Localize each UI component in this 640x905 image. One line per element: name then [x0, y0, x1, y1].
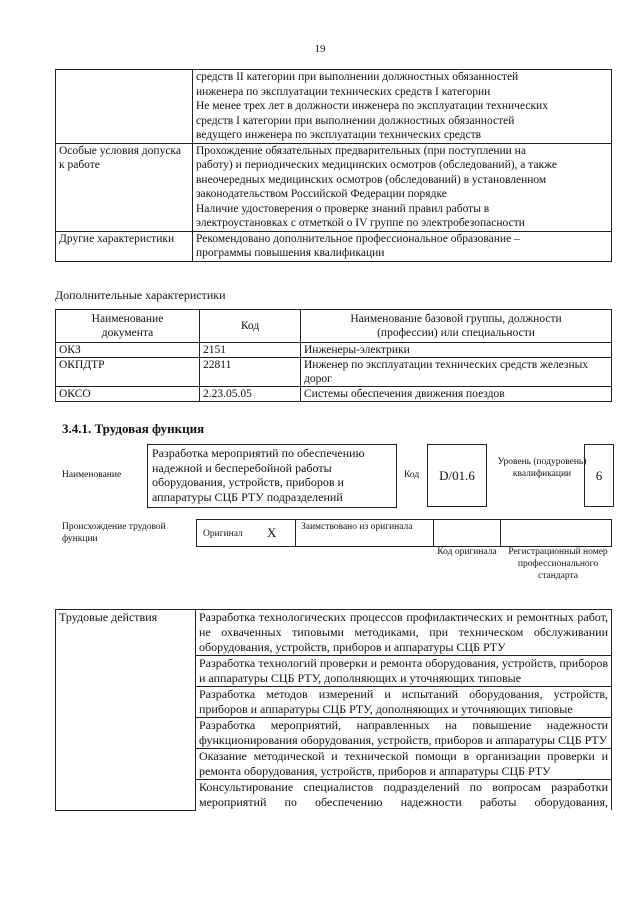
row-label: [56, 70, 193, 144]
table-row: [56, 343, 612, 358]
text-line: Рекомендовано дополнительное профессиональное образование –: [196, 232, 520, 245]
table-header-row: [56, 310, 612, 343]
labor-actions-table: [55, 609, 612, 811]
cell: Системы обеспечения движения поездов: [301, 387, 612, 402]
borrowed-label: Заимствовано из оригинала: [301, 522, 413, 532]
function-heading: 3.4.1. Трудовая функция: [62, 421, 205, 436]
text-line: Прохождение обязательных предварительных (при поступлении на: [196, 144, 526, 157]
table-row: [56, 70, 612, 144]
cell: ОКСО: [56, 387, 200, 402]
row-label: Особые условия допуска к работе: [56, 143, 193, 231]
divider: [500, 520, 501, 546]
code-caption: Код оригинала: [437, 547, 497, 557]
code-label: Код: [404, 470, 420, 480]
cell: Инженер по эксплуатации технических средств железных дорог: [301, 358, 612, 387]
action-item: Разработка мероприятий, направленных на повышение надежности функционирования оборудования, устройств, приборов и аппаратуры СЦБ РТУ: [196, 718, 612, 749]
reg-caption: Регистрационный номер профессионального стандарта: [508, 547, 608, 581]
cell: 2.23.05.05: [200, 387, 301, 402]
table-row: [56, 610, 612, 656]
text-line: средств I категории при выполнении должностных обязанностей: [196, 114, 515, 127]
origin-boxes: [196, 519, 612, 547]
name-label: Наименование: [62, 470, 122, 480]
action-item: Консультирование специалистов подразделений по вопросам разработки мероприятий по обеспечению надежности работы оборудования,: [196, 780, 612, 811]
cell: Инженеры-электрики: [301, 343, 612, 358]
row-content: [193, 143, 612, 231]
cell: ОКЗ: [56, 343, 200, 358]
row-content: [193, 231, 612, 261]
text-line: ведущего инженера по эксплуатации технических средств: [196, 129, 482, 141]
function-code: D/01.6: [427, 444, 487, 507]
table-row: [56, 387, 612, 402]
text-line: Наличие удостоверения о проверке знаний правил работы в: [196, 202, 490, 215]
text-line: инженера по эксплуатации технических средств I категории: [196, 85, 491, 98]
original-label: Оригинал: [203, 529, 243, 539]
additional-characteristics-table: [55, 309, 612, 402]
section-title: Дополнительные характеристики: [55, 288, 226, 302]
action-item: Оказание методической и технической помощи в организации проверки и ремонта оборудования, устройств, приборов и аппаратуры СЦБ РТУ: [196, 749, 612, 780]
text-line: Не менее трех лет в должности инженера по эксплуатации технических: [196, 100, 548, 112]
action-item: Разработка технологий проверки и ремонта оборудования, устройств, приборов и аппаратуры СЦБ РТУ, дополняющих и уточняющих типовые: [196, 656, 612, 687]
cell: 22811: [200, 358, 301, 387]
column-header: Код: [200, 310, 301, 343]
text-line: программы повышения квалификации: [196, 247, 385, 259]
cell: ОКПДТР: [56, 358, 200, 387]
table-row: [56, 143, 612, 231]
origin-label: Происхождение трудовой функции: [62, 522, 166, 544]
text-line: внеочередных медицинских осмотров (обследований) в установленном: [196, 173, 547, 186]
text-line: электроустановках с отметкой о IV группе по электробезопасности: [196, 217, 525, 229]
row-content: [193, 70, 612, 144]
column-header: Наименование базовой группы, должности (профессии) или специальности: [301, 310, 612, 343]
column-header: Наименование документа: [56, 310, 200, 343]
cell: 2151: [200, 343, 301, 358]
original-cell: [197, 520, 296, 546]
text-line: работу) и периодических медицинских осмотров (обследований), а также: [196, 159, 558, 171]
original-mark: X: [267, 525, 277, 540]
actions-label: Трудовые действия: [56, 610, 196, 811]
qualification-table: [55, 69, 612, 262]
table-row: [56, 358, 612, 387]
page-number: 19: [314, 43, 326, 55]
action-item: Разработка технологических процессов профилактических и ремонтных работ, не охваченных типовыми методиками, при техническом обслуживании оборудования, устройств, приборов и аппаратуры СЦБ РТУ: [196, 610, 612, 656]
function-name: Разработка мероприятий по обеспечению надежной и бесперебойной работы оборудования, устройств, приборов и аппаратуры СЦБ РТУ подразделений: [147, 444, 397, 508]
level-value: 6: [584, 444, 614, 507]
level-label: Уровень (подуровень) квалификации: [497, 457, 587, 479]
action-item: Разработка методов измерений и испытаний оборудования, устройств, приборов и аппаратуры СЦБ РТУ, дополняющих и уточняющих типовые: [196, 687, 612, 718]
text-line: законодательством Российской Федерации порядке: [196, 188, 447, 200]
text-line: средств II категории при выполнении должностных обязанностей: [196, 71, 519, 83]
divider: [433, 520, 434, 546]
table-row: [56, 231, 612, 261]
row-label: Другие характеристики: [56, 231, 193, 261]
